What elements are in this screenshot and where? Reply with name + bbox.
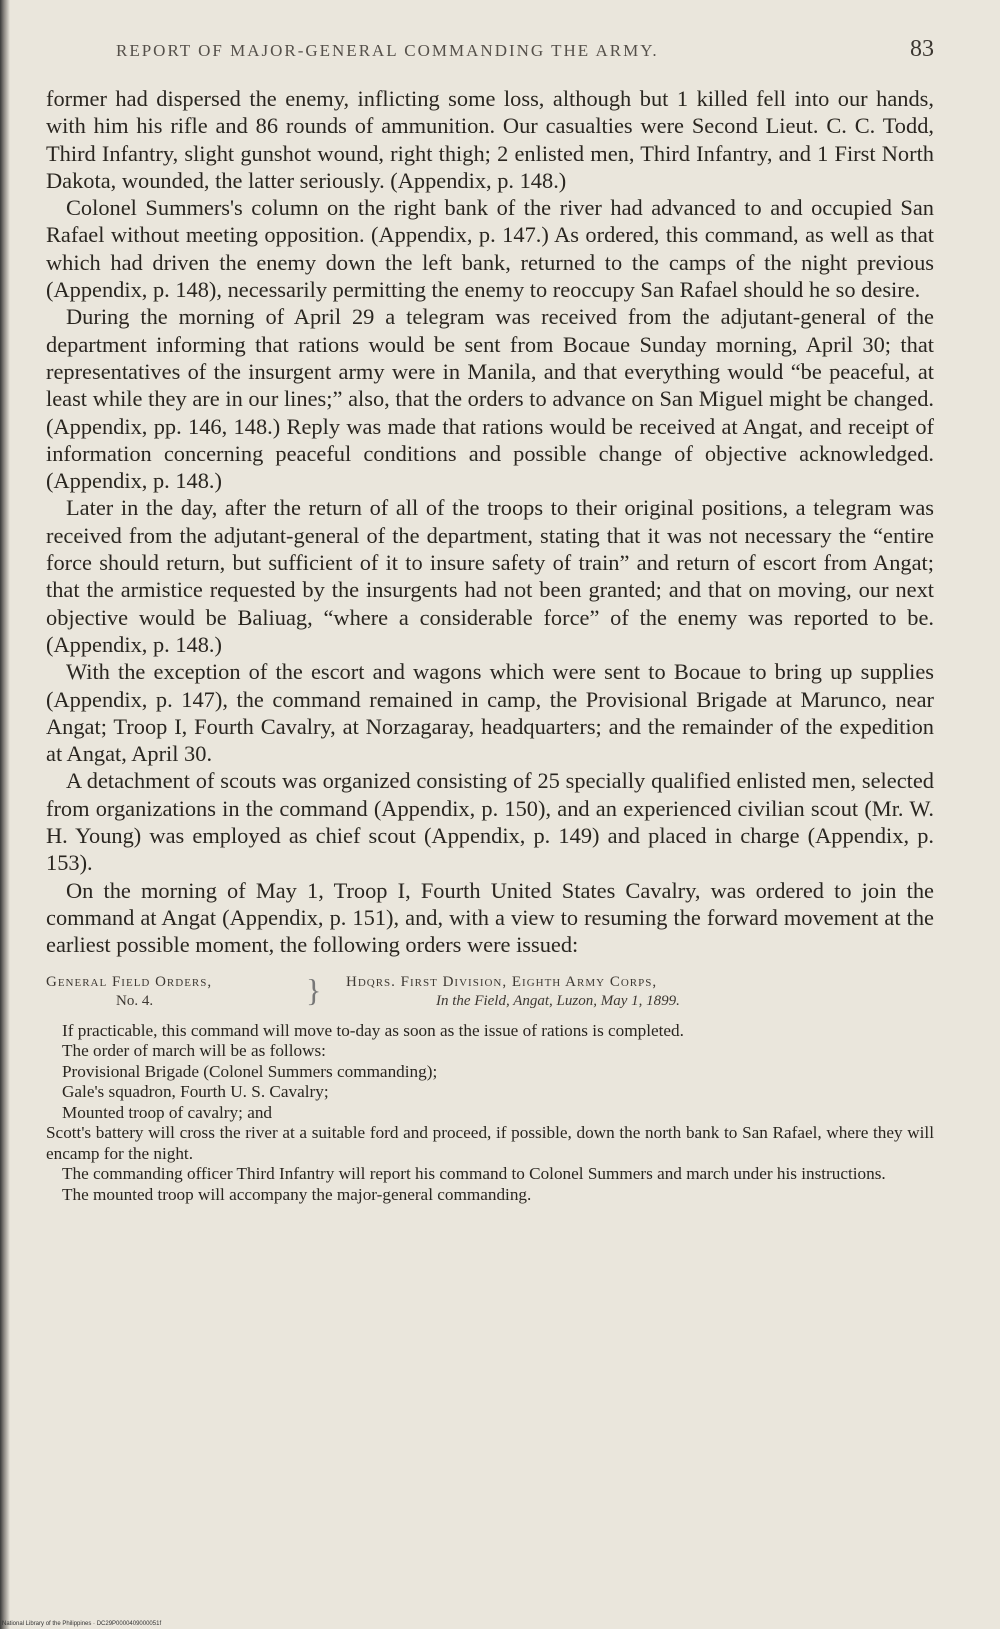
- paragraph: former had dispersed the enemy, inflicting some loss, although but 1 killed fell into our hands, with him his rifle and 86 rounds of ammunition. Our casualties were Second Lieut. C. C. Todd, Third Infantry, slight gunshot wound, right thigh; 2 enlisted men, Third Infantry, and 1 First North Dakota, wounded, the latter seriously. (Appendix, p. 148.): [46, 86, 934, 193]
- orders-designation: [46, 973, 306, 1011]
- order-line: The order of march will be as follows:: [62, 1041, 326, 1060]
- scan-footer-note: National Library of the Philippines · DC29P0000409000051f: [2, 1621, 162, 1627]
- order-line: If practicable, this command will move to-day as soon as the issue of rations is completed.: [62, 1020, 684, 1040]
- paragraph: A detachment of scouts was organized consisting of 25 specially qualified enlisted men, selected from organizations in the command (Appendix, p. 150), and an experienced civilian scout (Mr. W. H. Young) was employed as chief scout (Appendix, p. 149) and placed in charge (Appendix, p. 153).: [46, 768, 934, 876]
- brace-glyph: }: [306, 971, 322, 1008]
- body-text: [46, 85, 934, 959]
- paragraph: Colonel Summers's column on the right bank of the river had advanced to and occupied San Rafael without meeting opposition. (Appendix, p. 147.) As ordered, this command, as well as that which had driven the enemy down the left bank, returned to the camps of the night previous (Appendix, p. 148), necessarily permitting the enemy to reoccupy San Rafael should he so desire.: [46, 195, 934, 303]
- page-header: [116, 36, 934, 63]
- order-line: Provisional Brigade (Colonel Summers commanding);: [62, 1061, 438, 1081]
- paragraph: During the morning of April 29 a telegram was received from the adjutant-general of the department informing that rations would be sent from Bocaue Sunday morning, April 30; that representatives of the insurgent army were in Manila, and that everything would “be peaceful, at least while they are in our lines;” also, that the orders to advance on San Miguel might be changed. (Appendix, pp. 146, 148.) Reply was made that rations would be received at Angat, and receipt of information concerning peaceful conditions and possible change of objective acknowledged. (Appendix, p. 148.): [46, 304, 934, 494]
- orders-header: [46, 973, 934, 1011]
- page-number: 83: [910, 36, 934, 62]
- order-line: The mounted troop will accompany the major-general commanding.: [62, 1184, 532, 1204]
- orders-number: No. 4.: [116, 992, 154, 1009]
- orders-origin: [346, 973, 680, 1011]
- order-line: Gale's squadron, Fourth U. S. Cavalry;: [62, 1082, 329, 1101]
- orders-title: General Field Orders,: [46, 973, 213, 990]
- paragraph: With the exception of the escort and wagons which were sent to Bocaue to bring up supplies (Appendix, p. 147), the command remained in camp, the Provisional Brigade at Marunco, near Angat; Troop I, Fourth Cavalry, at Norzagaray, headquarters; and the remainder of the expedition at Angat, April 30.: [46, 659, 934, 767]
- order-line: Mounted troop of cavalry; and: [62, 1102, 273, 1122]
- paragraph: Later in the day, after the return of all of the troops to their original positions, a telegram was received from the adjutant-general of the department, stating that it was not necessary the “entire force should return, but sufficient of it to insure safety of train” and return of escort from Angat; that the armistice requested by the insurgents had not been granted; and that on moving, our next objective would be Baliuag, “where a considerable force” of the enemy was reported to be. (Appendix, p. 148.): [46, 495, 934, 657]
- orders-body: [46, 1021, 934, 1206]
- document-page: [46, 36, 934, 1205]
- paragraph: On the morning of May 1, Troop I, Fourth United States Cavalry, was ordered to join the command at Angat (Appendix, p. 151), and, with a view to resuming the forward movement at the earliest possible moment, the following orders were issued:: [46, 877, 934, 958]
- scan-edge: [0, 0, 10, 1629]
- order-line: Scott's battery will cross the river at a suitable ford and proceed, if possible, down the north bank to San Rafael, where they will encamp for the night.: [46, 1123, 934, 1163]
- headquarters-line: Hdqrs. First Division, Eighth Army Corps,: [346, 973, 658, 990]
- place-date-line: In the Field, Angat, Luzon, May 1, 1899.: [436, 992, 680, 1009]
- running-head: REPORT OF MAJOR-GENERAL COMMANDING THE ARMY.: [116, 41, 659, 60]
- order-line: The commanding officer Third Infantry will report his command to Colonel Summers and march under his instructions.: [62, 1164, 886, 1183]
